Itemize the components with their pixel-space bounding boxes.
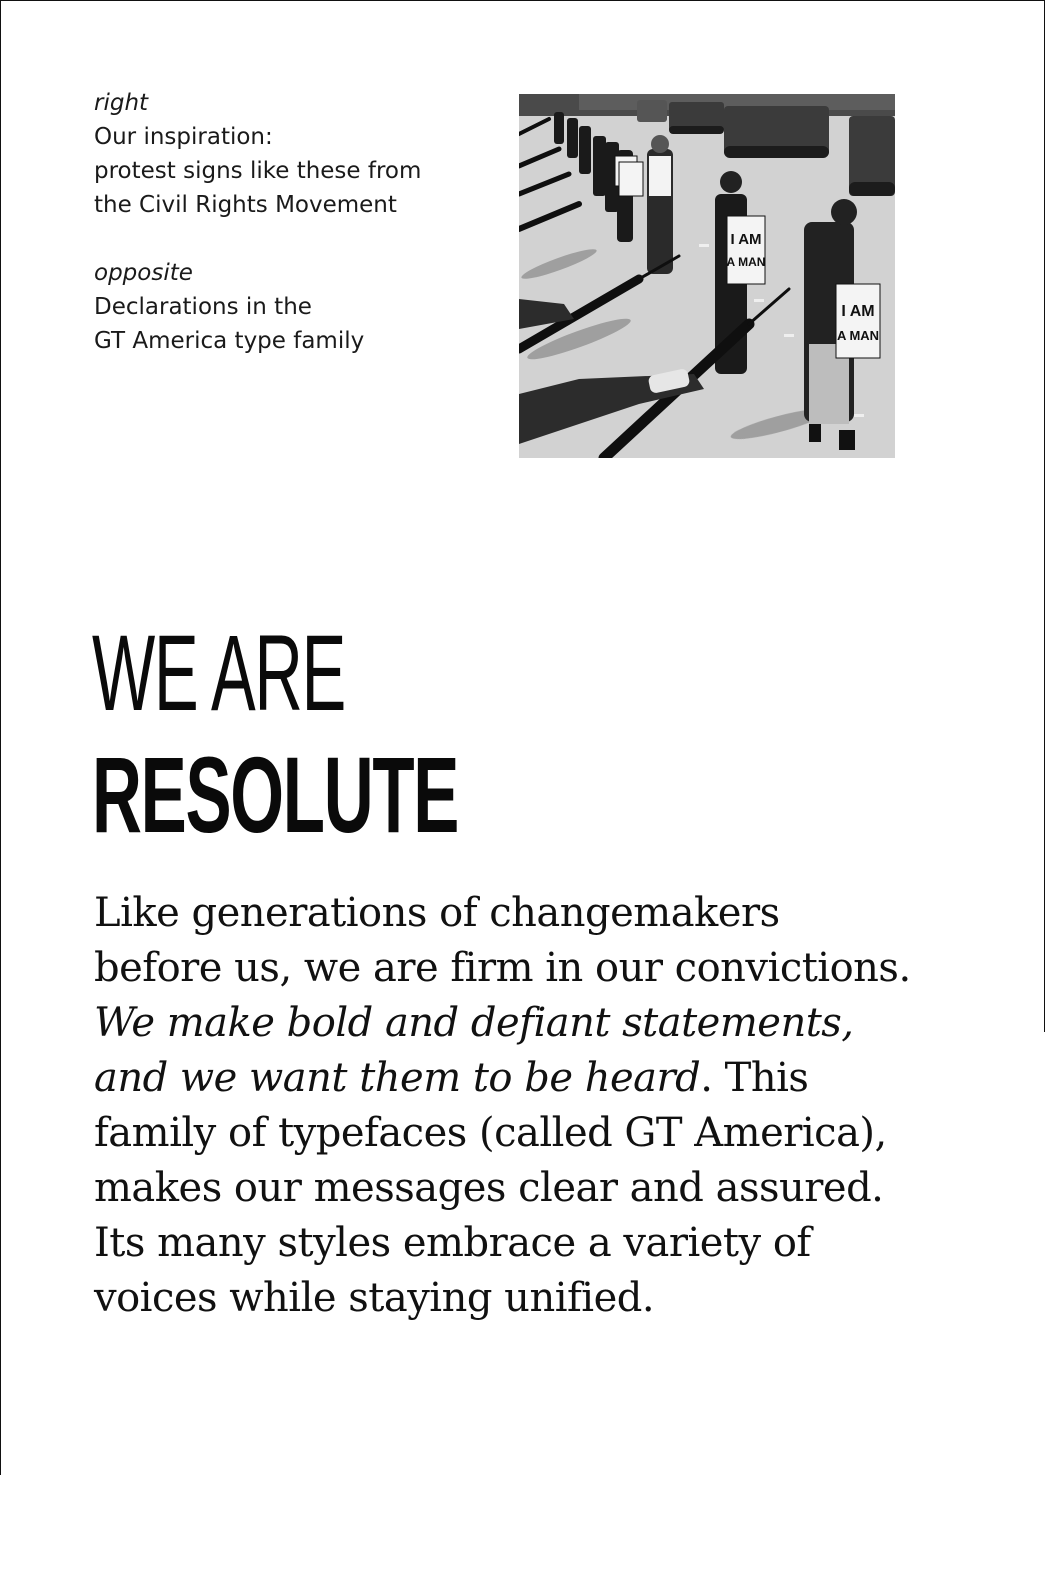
page-border-left <box>0 0 1 1475</box>
caption-right-line: Our inspiration: <box>94 124 273 150</box>
sign-text: I AM <box>730 231 762 248</box>
body-line-italic: We make bold and defiant statements, <box>94 1000 854 1046</box>
caption-opposite-label: opposite <box>94 260 193 286</box>
body-line: before us, we are firm in our convictions. <box>94 945 911 991</box>
page-heading <box>92 612 664 856</box>
sign-text: A MAN <box>726 255 766 269</box>
heading-line-1: WE ARE <box>92 612 346 733</box>
body-line: voices while staying unified. <box>94 1275 655 1321</box>
body-line: Its many styles embrace a variety of <box>94 1220 811 1266</box>
caption-right-line: the Civil Rights Movement <box>94 192 397 218</box>
body-line: Like generations of changemakers <box>94 890 780 936</box>
protest-photo <box>519 94 895 458</box>
caption-opposite-line: GT America type family <box>94 328 365 354</box>
body-line: family of typefaces (called GT America), <box>94 1110 887 1156</box>
body-paragraph <box>94 886 954 1326</box>
sign-text: A MAN <box>836 328 880 343</box>
caption-block <box>94 86 494 358</box>
page-border-right <box>1044 0 1045 1032</box>
caption-opposite-line: Declarations in the <box>94 294 312 320</box>
caption-right-line: protest signs like these from <box>94 158 422 184</box>
page-border-top <box>0 0 1045 1</box>
protest-photo-illustration <box>519 94 895 458</box>
sign-text: I AM <box>841 303 875 320</box>
body-line: makes our messages clear and assured. <box>94 1165 884 1211</box>
heading-line-2: RESOLUTE <box>92 734 459 855</box>
caption-right-label: right <box>94 90 149 116</box>
body-line-mixed: and we want them to be heard. This <box>94 1055 809 1101</box>
